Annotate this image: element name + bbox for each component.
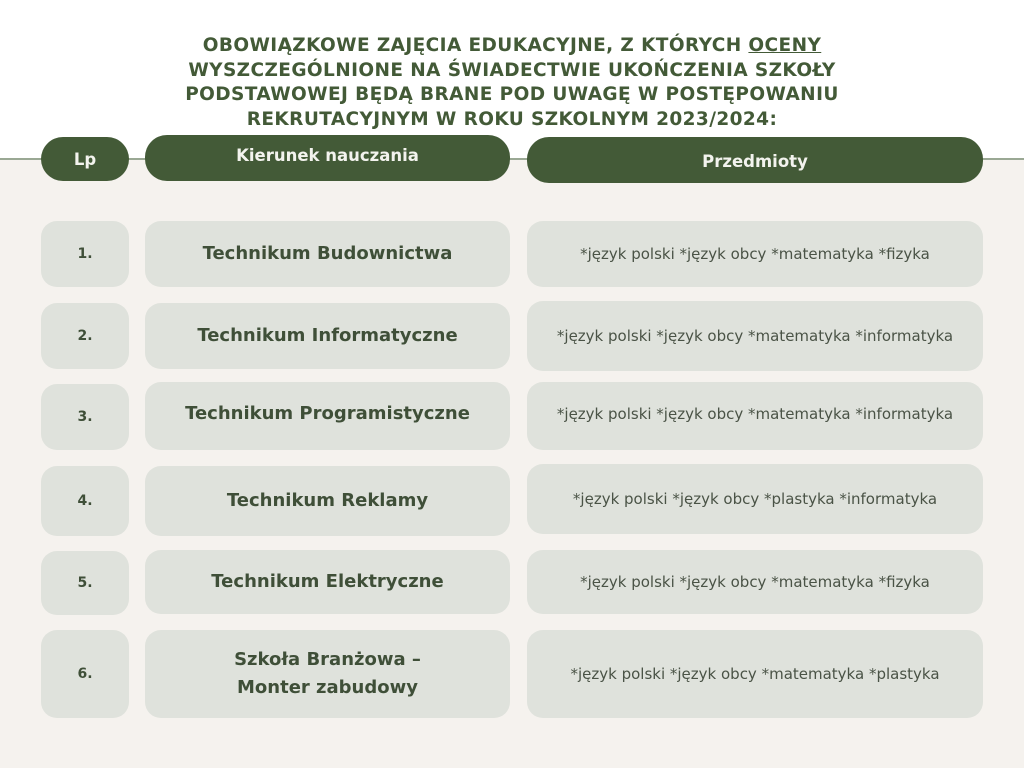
row-4-przedmioty: *język polski *język obcy *plastyka *informatyka [527, 464, 983, 534]
row-3-przedmioty: *język polski *język obcy *matematyka *informatyka [527, 382, 983, 450]
row-6-przedmioty: *język polski *język obcy *matematyka *plastyka [527, 630, 983, 718]
title-underlined-word: OCENY [748, 35, 822, 56]
row-2-przedmioty: *język polski *język obcy *matematyka *informatyka [527, 301, 983, 371]
row-5-przedmioty: *język polski *język obcy *matematyka *fizyka [527, 550, 983, 614]
row-1-lp: 1. [41, 221, 129, 287]
title-part-1: OBOWIĄZKOWE ZAJĘCIA EDUKACYJNE, Z KTÓRYCH [202, 35, 749, 56]
row-3-lp: 3. [41, 384, 129, 450]
row-4-lp: 4. [41, 466, 129, 536]
row-6-lp: 6. [41, 630, 129, 718]
title-part-2: WYSZCZEGÓLNIONE NA ŚWIADECTWIE UKOŃCZENIA SZKOŁY PODSTAWOWEJ BĘDĄ BRANE POD UWAGĘ W POSTĘPOWANIU REKRUTACYJNYM W ROKU SZKOLNYM 2023/2024: [185, 59, 839, 130]
row-5-kierunek: Technikum Elektryczne [145, 550, 510, 614]
row-3-kierunek: Technikum Programistyczne [145, 382, 510, 450]
row-1-przedmioty: *język polski *język obcy *matematyka *fizyka [527, 221, 983, 287]
header-kierunek: Kierunek nauczania [145, 135, 510, 181]
row-1-kierunek: Technikum Budownictwa [145, 221, 510, 287]
row-6-kierunek: Szkoła Branżowa – Monter zabudowy [145, 630, 510, 718]
row-4-kierunek: Technikum Reklamy [145, 466, 510, 536]
row-2-lp: 2. [41, 303, 129, 369]
page-title [120, 34, 904, 132]
row-2-kierunek: Technikum Informatyczne [145, 303, 510, 369]
header-lp: Lp [41, 137, 129, 181]
header-przedmioty: Przedmioty [527, 137, 983, 183]
row-5-lp: 5. [41, 551, 129, 615]
